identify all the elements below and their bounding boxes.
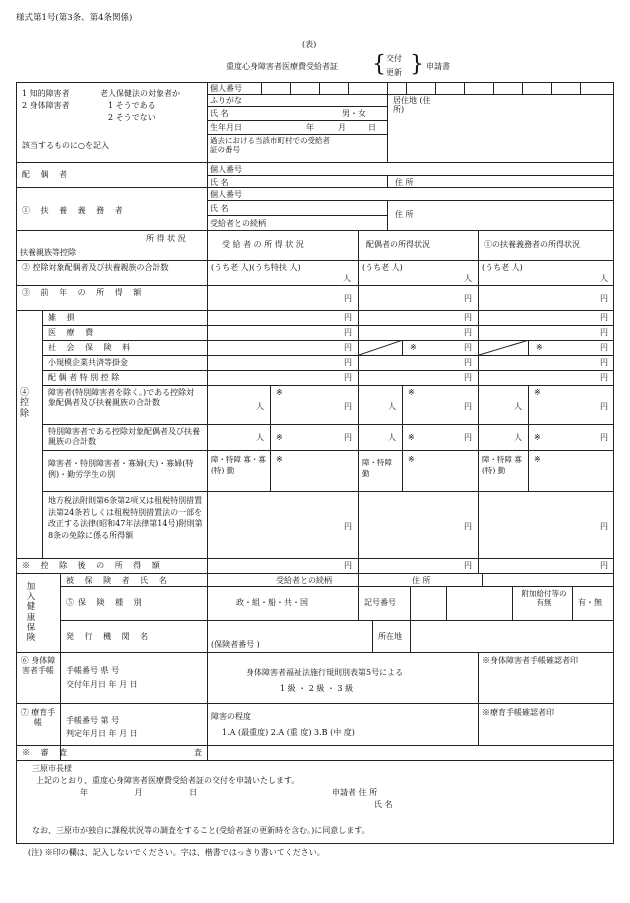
- spouse-income-yen: 円: [464, 294, 472, 303]
- special-disabled-label: 特別障害者である控除対象配偶者及び扶養親族の合計数: [48, 427, 200, 447]
- health-insurance-label: 加入健康保険: [26, 582, 36, 643]
- disabled-obligor-mark: ※: [534, 388, 541, 397]
- form-title: 重度心身障害者医療費受給者証: [226, 62, 338, 71]
- birth-year: 年: [306, 123, 314, 132]
- special-recipient-persons: 人: [256, 433, 264, 442]
- birth-date-label: 生年月日: [210, 123, 242, 132]
- personal-number-label: 個人番号: [210, 84, 242, 93]
- classification-recipient-mark: ※: [276, 455, 283, 464]
- social-spouse-yen: 円: [464, 343, 472, 352]
- small-business-spouse-yen: 円: [464, 358, 472, 367]
- disabled-recipient-yen: 円: [344, 402, 352, 411]
- special-spouse-yen: 円: [464, 433, 472, 442]
- spouse-special-spouse-yen: 円: [464, 373, 472, 382]
- casualty-recipient-yen: 円: [344, 313, 352, 322]
- recipient-income-yen: 円: [344, 294, 352, 303]
- deduction-casualty: 雑 損: [48, 313, 79, 322]
- additional-benefit-options[interactable]: 有・無: [578, 598, 602, 607]
- obligor-income-yen: 円: [600, 294, 608, 303]
- special-spouse-mark: ※: [408, 433, 415, 442]
- spouse-special-obligor-yen: 円: [600, 373, 608, 382]
- after-recipient-yen: 円: [344, 561, 352, 570]
- spouse-dependents-unit: 人: [464, 274, 472, 283]
- social-recipient-yen: 円: [344, 343, 352, 352]
- birth-day: 日: [368, 123, 376, 132]
- physical-law-reference: 身体障害者福祉法施行規則別表第5号による: [246, 668, 404, 677]
- medical-recipient-yen: 円: [344, 328, 352, 337]
- income-status-header: 所 得 状 況: [146, 234, 186, 243]
- dependents-deduction-header: 扶養親族等控除: [20, 248, 76, 257]
- spouse-address-label: 住 所: [395, 178, 414, 187]
- special-obligor-persons: 人: [514, 433, 522, 442]
- special-recipient-yen: 円: [344, 433, 352, 442]
- social-obligor-yen: 円: [600, 343, 608, 352]
- disabled-spouse-yen: 円: [464, 402, 472, 411]
- review-label: ※ 審 査: [22, 748, 72, 757]
- obligor-address-label: 住 所: [395, 210, 414, 219]
- brace-right: }: [410, 52, 424, 77]
- special-obligor-mark: ※: [534, 433, 541, 442]
- local-tax-exemption-label: 地方税法附則第6条第2項又は租税特別措置法第24条若しくは租税特別措置法の一部を改正する法律(昭和47年法律第14号)附則第8条の免除に係る所得額: [48, 496, 203, 540]
- spouse-label: 配 偶 者: [22, 170, 72, 179]
- issue-option: 交付: [386, 54, 402, 63]
- issuing-agency-label: 発 行 機 関 名: [66, 632, 153, 641]
- location-label: 所在地: [378, 632, 402, 641]
- after-obligor-yen: 円: [600, 561, 608, 570]
- rehab-handbook-label: ⑦ 療育手帳: [20, 708, 56, 728]
- footer-note: (注) ※印の欄は、記入しないでください。字は、楷書ではっきり書いてください。: [28, 848, 325, 857]
- furigana-label: ふりがな: [210, 96, 242, 105]
- form-number: 様式第1号(第3条、第4条関係): [16, 13, 133, 23]
- rehab-handbook-number: 手帳番号 第 号: [66, 716, 120, 725]
- spouse-dependents: (うち老 人): [362, 263, 403, 272]
- obligor-name-label: 氏 名: [210, 204, 229, 213]
- renew-option: 更新: [386, 68, 402, 77]
- obligor-dependents-unit: 人: [600, 274, 608, 283]
- deduction-medical: 医 療 費: [48, 328, 98, 337]
- small-business-obligor-yen: 円: [600, 358, 608, 367]
- previous-year-income-label: ③ 前 年 の 所 得 額: [22, 288, 146, 297]
- physical-confirm-stamp: ※身体障害者手帳確認者印: [482, 656, 578, 665]
- classification-obligor[interactable]: 障・特障 寡(特) 勤: [482, 455, 522, 475]
- insured-relation-label: 受給者との続柄: [276, 576, 332, 585]
- obligor-dependents: (うち老 人): [482, 263, 523, 272]
- disabled-spouse-persons: 人: [388, 402, 396, 411]
- disabled-obligor-yen: 円: [600, 402, 608, 411]
- classification-spouse-mark: ※: [408, 455, 415, 464]
- declaration-text: 上記のとおり、重度心身障害者医療費受給者証の交付を申請いたします。: [36, 776, 300, 785]
- addressee: 三原市長様: [32, 764, 72, 773]
- brace-left: {: [372, 52, 386, 77]
- spouse-personal-number-label: 個人番号: [210, 165, 242, 174]
- dependents-total-label: ② 控除対象配偶者及び扶養親族の合計数: [22, 263, 169, 272]
- name-label: 氏 名: [210, 109, 229, 118]
- elderly-no: 2 そうでない: [108, 113, 156, 122]
- small-business-recipient-yen: 円: [344, 358, 352, 367]
- elderly-question: 老人保健法の対象者か: [100, 89, 180, 98]
- consent-text: なお、三原市が独自に課税状況等の調査をすること(受給者証の更新時を含む。)に同意します。: [32, 826, 370, 835]
- insurer-number-field: (保険者番号 ): [211, 640, 260, 649]
- income-after-deduction-label: ※ 控 除 後 の 所 得 額: [22, 561, 164, 570]
- disabled-obligor-persons: 人: [514, 402, 522, 411]
- spouse-income-header: 配偶者の所得状況: [366, 240, 430, 249]
- physical-handbook-number: 手帳番号 県 号: [66, 666, 120, 675]
- disabled-recipient-persons: 人: [256, 402, 264, 411]
- obligor-personal-number-label: 個人番号: [210, 190, 242, 199]
- obligor-income-header: ①の扶養義務者の所得状況: [484, 240, 580, 249]
- past-certificate-label: 過去における当該市町村での受給者証の番号: [210, 136, 330, 154]
- circle-instruction: 該当するものに○を記入: [22, 141, 109, 150]
- recipient-dependents-unit: 人: [343, 274, 351, 283]
- local-tax-obligor-yen: 円: [600, 522, 608, 531]
- special-spouse-persons: 人: [388, 433, 396, 442]
- deduction-section-label: ④ 控 除: [20, 388, 30, 419]
- rehab-judged-date: 判定年月日 年 月 日: [66, 729, 138, 738]
- deduction-social-insurance: 社 会 保 険 料: [48, 343, 135, 352]
- disabled-spouse-mark: ※: [408, 388, 415, 397]
- insurance-type-label: ⑤保 険 種 別: [66, 598, 146, 607]
- deduction-small-business: 小規模企業共済等掛金: [48, 358, 128, 367]
- physical-grades[interactable]: 1 級 ・ 2 級 ・ 3 級: [280, 684, 354, 693]
- birth-month: 月: [338, 123, 346, 132]
- medical-spouse-yen: 円: [464, 328, 472, 337]
- front-label: (表): [302, 40, 317, 49]
- insured-name-label: 被 保 険 者 氏 名: [66, 576, 171, 585]
- applicant-name: 氏 名: [374, 800, 393, 809]
- apply-label: 申請書: [426, 62, 450, 71]
- disabled-dependents-label: 障害者(特別障害者を除く。)である控除対象配偶者及び扶養親族の合計数: [48, 388, 195, 408]
- physical-issue-date: 交付年月日 年 月 日: [66, 680, 138, 689]
- casualty-obligor-yen: 円: [600, 313, 608, 322]
- residence-label: 居住地 (住所): [393, 96, 431, 115]
- local-tax-recipient-yen: 円: [344, 522, 352, 531]
- deduction-spouse-special: 配 偶 者 特 別 控 除: [48, 373, 120, 382]
- spouse-special-recipient-yen: 円: [344, 373, 352, 382]
- social-spouse-mark: ※: [410, 343, 417, 352]
- social-obligor-diagonal: [479, 340, 529, 355]
- gender-field[interactable]: 男・女: [342, 109, 366, 118]
- spouse-name-label: 氏 名: [210, 178, 229, 187]
- recipient-income-header: 受 給 者 の 所 得 状 況: [222, 240, 304, 249]
- applicant-address: 申請者 住 所: [332, 788, 378, 797]
- classification-spouse[interactable]: 障・特障 勤: [362, 458, 392, 478]
- special-obligor-yen: 円: [600, 433, 608, 442]
- declaration-date: 年 月 日: [80, 788, 220, 797]
- social-spouse-diagonal: [359, 340, 403, 355]
- review-end-mark: 査: [194, 748, 202, 757]
- after-spouse-yen: 円: [464, 561, 472, 570]
- insurance-type-options[interactable]: 政・組・船・共・国: [236, 598, 308, 607]
- obligor-relation-label: 受給者との続柄: [210, 219, 266, 228]
- local-tax-spouse-yen: 円: [464, 522, 472, 531]
- special-recipient-mark: ※: [276, 433, 283, 442]
- casualty-spouse-yen: 円: [464, 313, 472, 322]
- insured-address-label: 住 所: [412, 576, 431, 585]
- classification-label: 障害者・特別障害者・寡婦(夫)・寡婦(特例)・勤労学生の別: [48, 459, 194, 480]
- medical-obligor-yen: 円: [600, 328, 608, 337]
- physical-handbook-label: ⑥ 身体障害者手帳: [20, 656, 56, 676]
- obligor-label: ① 扶 養 義 務 者: [22, 206, 127, 215]
- social-obligor-mark: ※: [536, 343, 543, 352]
- disabled-recipient-mark: ※: [276, 388, 283, 397]
- rehab-degree-label: 障害の程度: [211, 712, 251, 721]
- category-physical: 2 身体障害者: [22, 101, 70, 110]
- rehab-levels[interactable]: 1.A (最重度) 2.A (重 度) 3.B (中 度): [222, 728, 355, 737]
- recipient-dependents: (うち老 人)(うち特扶 人): [211, 263, 301, 272]
- classification-recipient[interactable]: 障・特障 寡・寡(特) 勤: [211, 455, 266, 475]
- rehab-confirm-stamp: ※療育手帳確認者印: [482, 708, 554, 717]
- category-intellectual: 1 知的障害者: [22, 89, 70, 98]
- classification-obligor-mark: ※: [534, 455, 541, 464]
- additional-benefit-label: 附加給付等の有無: [521, 589, 567, 607]
- symbol-number-label: 記号番号: [364, 598, 396, 607]
- elderly-yes: 1 そうである: [108, 101, 156, 110]
